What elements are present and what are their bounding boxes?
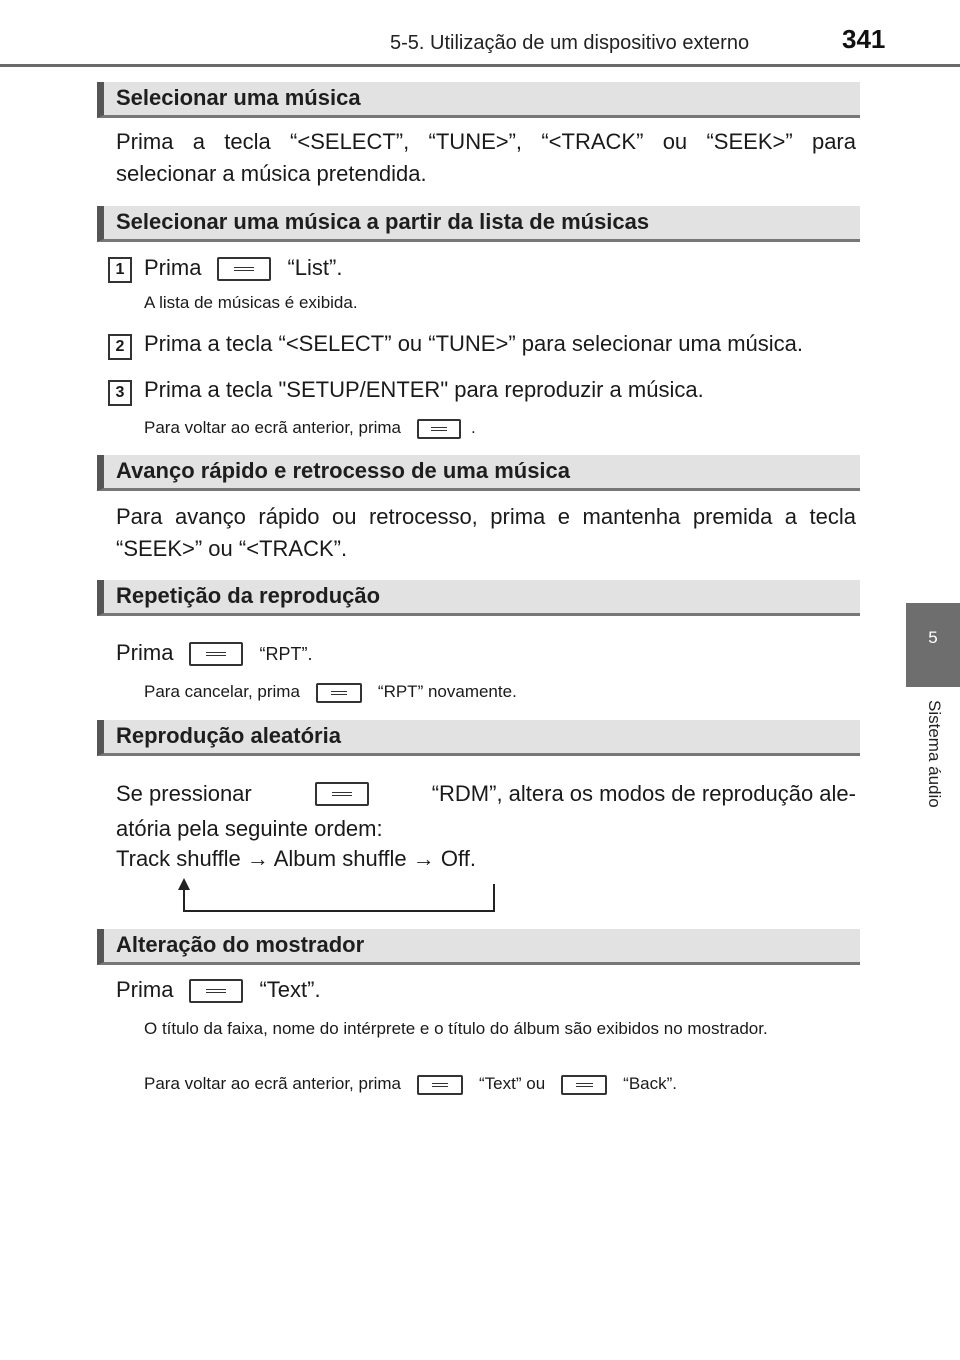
step3-note-prefix: Para voltar ao ecrã anterior, prima [144,418,402,437]
step-number-1: 1 [108,257,132,283]
fast-forward-text-line1: Para avanço rápido ou retrocesso, prima e mantenha premida a tecla [116,504,856,529]
random-order-line [116,843,856,875]
cycle-arrow-right-line [493,884,495,912]
order-track-shuffle: Track shuffle [116,846,241,871]
section-heading-display: Alteração do mostrador [97,929,860,965]
random-text-line1 [116,778,856,810]
display-suffix: “Text”. [259,977,321,1002]
back-button-icon-note [561,1075,607,1095]
repeat-text [116,637,856,670]
step3-text: Prima a tecla "SETUP/ENTER" para reproduzir a música. [144,377,704,402]
rdm-button-icon [315,782,369,806]
page-number: 341 [842,24,886,54]
display-note1: O título da faixa, nome do intérprete e o título do álbum são exibidos no mostrador. [144,1019,768,1038]
select-music-text-line1: Prima a tecla “<SELECT”, “TUNE>”, “<TRACK” ou “SEEK>” para [116,129,856,154]
repeat-note-prefix: Para cancelar, prima [144,682,300,701]
arrow-right-icon: → [412,846,435,871]
cycle-arrow-bottom-line [183,910,495,912]
cycle-arrowhead-icon [178,878,190,890]
random-text-line2: atória pela seguinte ordem: [116,816,383,841]
random-line1-suffix: “RDM”, altera os modos de reprodução ale- [431,781,856,806]
section-heading-select-from-list: Selecionar uma música a partir da lista de músicas [97,206,860,242]
step1-text [144,252,884,284]
section-heading-random: Reprodução aleatória [97,720,860,756]
display-note2 [144,1073,677,1095]
arrow-right-icon: → [246,846,269,871]
text-button-icon-note [417,1075,463,1095]
step-number-2: 2 [108,334,132,360]
rpt-button-icon [189,642,243,666]
display-note2-mid: “Text” ou [479,1074,546,1093]
step-number-3: 3 [108,380,132,406]
repeat-suffix: “RPT”. [259,644,313,664]
repeat-note [144,681,517,703]
repeat-note-suffix: “RPT” novamente. [377,682,517,701]
step1-prefix: Prima [144,255,202,280]
section-heading-fast-forward: Avanço rápido e retrocesso de uma música [97,455,860,491]
text-button-icon [189,979,243,1003]
order-album-shuffle: Album shuffle [273,846,407,871]
order-off: Off. [440,846,476,871]
list-button-icon [217,257,271,281]
display-prefix: Prima [116,977,174,1002]
display-note2-suffix: “Back”. [623,1074,677,1093]
section-heading-repeat: Repetição da reprodução [97,580,860,616]
step3-note [144,417,476,439]
running-header-title: 5-5. Utilização de um dispositivo externo [390,32,750,54]
step1-suffix: “List”. [287,255,343,280]
select-music-text-line2: selecionar a música pretendida. [116,161,427,186]
step1-note: A lista de músicas é exibida. [144,293,358,312]
step2-text: Prima a tecla “<SELECT” ou “TUNE>” para selecionar uma música. [144,331,804,356]
rpt-button-icon-note [316,683,362,703]
fast-forward-text-line2: “SEEK>” ou “<TRACK”. [116,536,348,561]
random-line1-prefix: Se pressionar [116,781,252,806]
step3-note-suffix: . [471,418,476,437]
display-note2-prefix: Para voltar ao ecrã anterior, prima [144,1074,402,1093]
back-button-icon [417,419,461,439]
repeat-prefix: Prima [116,640,174,665]
header-rule [0,64,960,67]
chapter-tab-number: 5 [928,628,938,647]
chapter-tab-label: Sistema áudio [925,700,944,808]
display-text [116,974,856,1006]
section-heading-select-music: Selecionar uma música [97,82,860,118]
